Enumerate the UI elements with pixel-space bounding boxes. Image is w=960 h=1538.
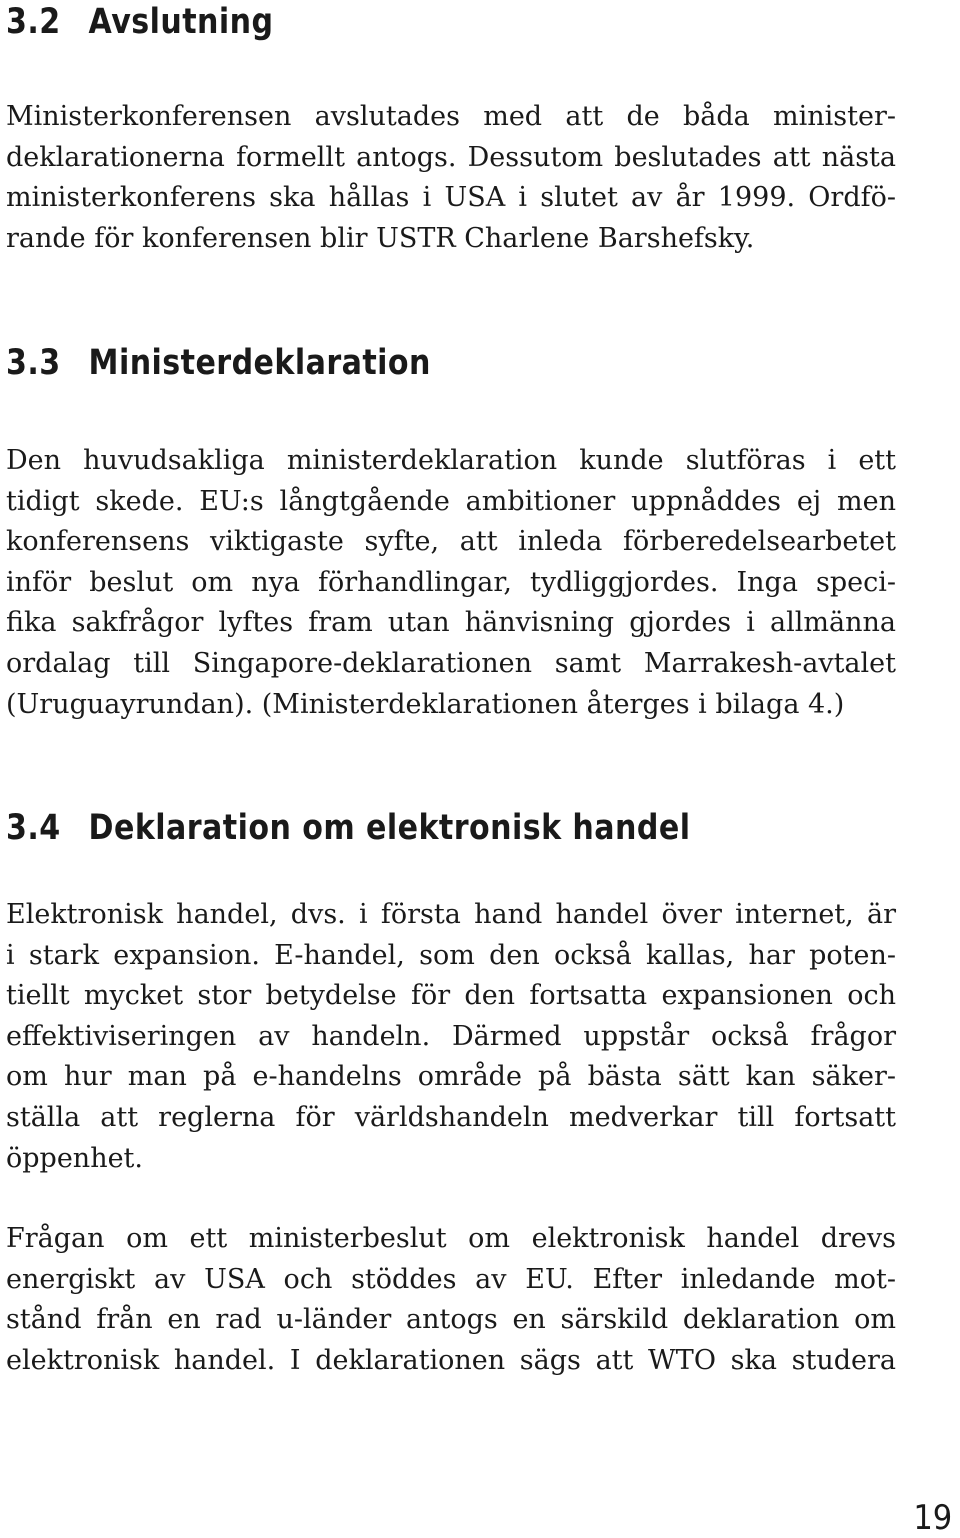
section-title: Avslutning xyxy=(88,2,274,42)
text-line: tiellt mycket stor betydelse för den fortsatta expansionen och xyxy=(6,980,896,1012)
text-line: tidigt skede. EU:s långtgående ambitioner uppnåddes ej men xyxy=(6,485,896,517)
text-line: Ministerkonferensen avslutades med att de båda minister- xyxy=(6,101,896,132)
text-line: (Uruguayrundan). (Ministerdeklarationen återges i bilaga 4.) xyxy=(6,688,845,720)
text-line: elektronisk handel. I deklarationen sägs att WTO ska studera xyxy=(6,1344,896,1376)
paragraph xyxy=(6,895,896,1179)
text-line: i stark expansion. E-handel, som den också kallas, har poten- xyxy=(6,939,896,971)
section-heading-3-2 xyxy=(6,0,273,44)
page-number: 19 xyxy=(913,1498,952,1538)
text-line: konferensens viktigaste syfte, att inleda förberedelsearbetet xyxy=(6,526,896,558)
section-title: Ministerdeklaration xyxy=(88,343,431,383)
section-number: 3.4 xyxy=(6,808,61,848)
text-line: effektiviseringen av handeln. Därmed uppstår också frågor xyxy=(6,1020,896,1052)
section-title: Deklaration om elektronisk handel xyxy=(88,808,691,848)
text-line: öppenhet. xyxy=(6,1142,143,1174)
paragraph xyxy=(6,97,896,259)
text-line: deklarationerna formellt antogs. Dessutom beslutades att nästa xyxy=(6,141,896,173)
text-line: ministerkonferens ska hållas i USA i slutet av år 1999. Ordfö- xyxy=(6,182,896,214)
text-line: inför beslut om nya förhandlingar, tydliggjordes. Inga speci- xyxy=(6,566,896,598)
text-line: om hur man på e-handelns område på bästa sätt kan säker- xyxy=(6,1061,896,1093)
text-line: fika sakfrågor lyftes fram utan hänvisning gjordes i allmänna xyxy=(6,607,896,639)
paragraph xyxy=(6,1219,896,1381)
text-line: Den huvudsakliga ministerdeklaration kunde slutföras i ett xyxy=(6,445,896,476)
section-number: 3.3 xyxy=(6,343,61,383)
section-heading-3-4 xyxy=(6,806,690,850)
text-line: energiskt av USA och stöddes av EU. Efter inledande mot- xyxy=(6,1263,896,1295)
text-line: ställa att reglerna för världshandeln medverkar till fortsatt xyxy=(6,1101,896,1133)
text-line: rande för konferensen blir USTR Charlene Barshefsky. xyxy=(6,222,755,254)
text-line: Frågan om ett ministerbeslut om elektronisk handel drevs xyxy=(6,1223,896,1254)
section-heading-3-3 xyxy=(6,341,431,385)
text-line: ordalag till Singapore-deklarationen samt Marrakesh-avtalet xyxy=(6,647,896,679)
text-line: Elektronisk handel, dvs. i första hand handel över internet, är xyxy=(6,899,896,930)
paragraph xyxy=(6,441,896,725)
text-line: stånd från en rad u-länder antogs en särskild deklaration om xyxy=(6,1304,896,1336)
section-number: 3.2 xyxy=(6,2,61,42)
